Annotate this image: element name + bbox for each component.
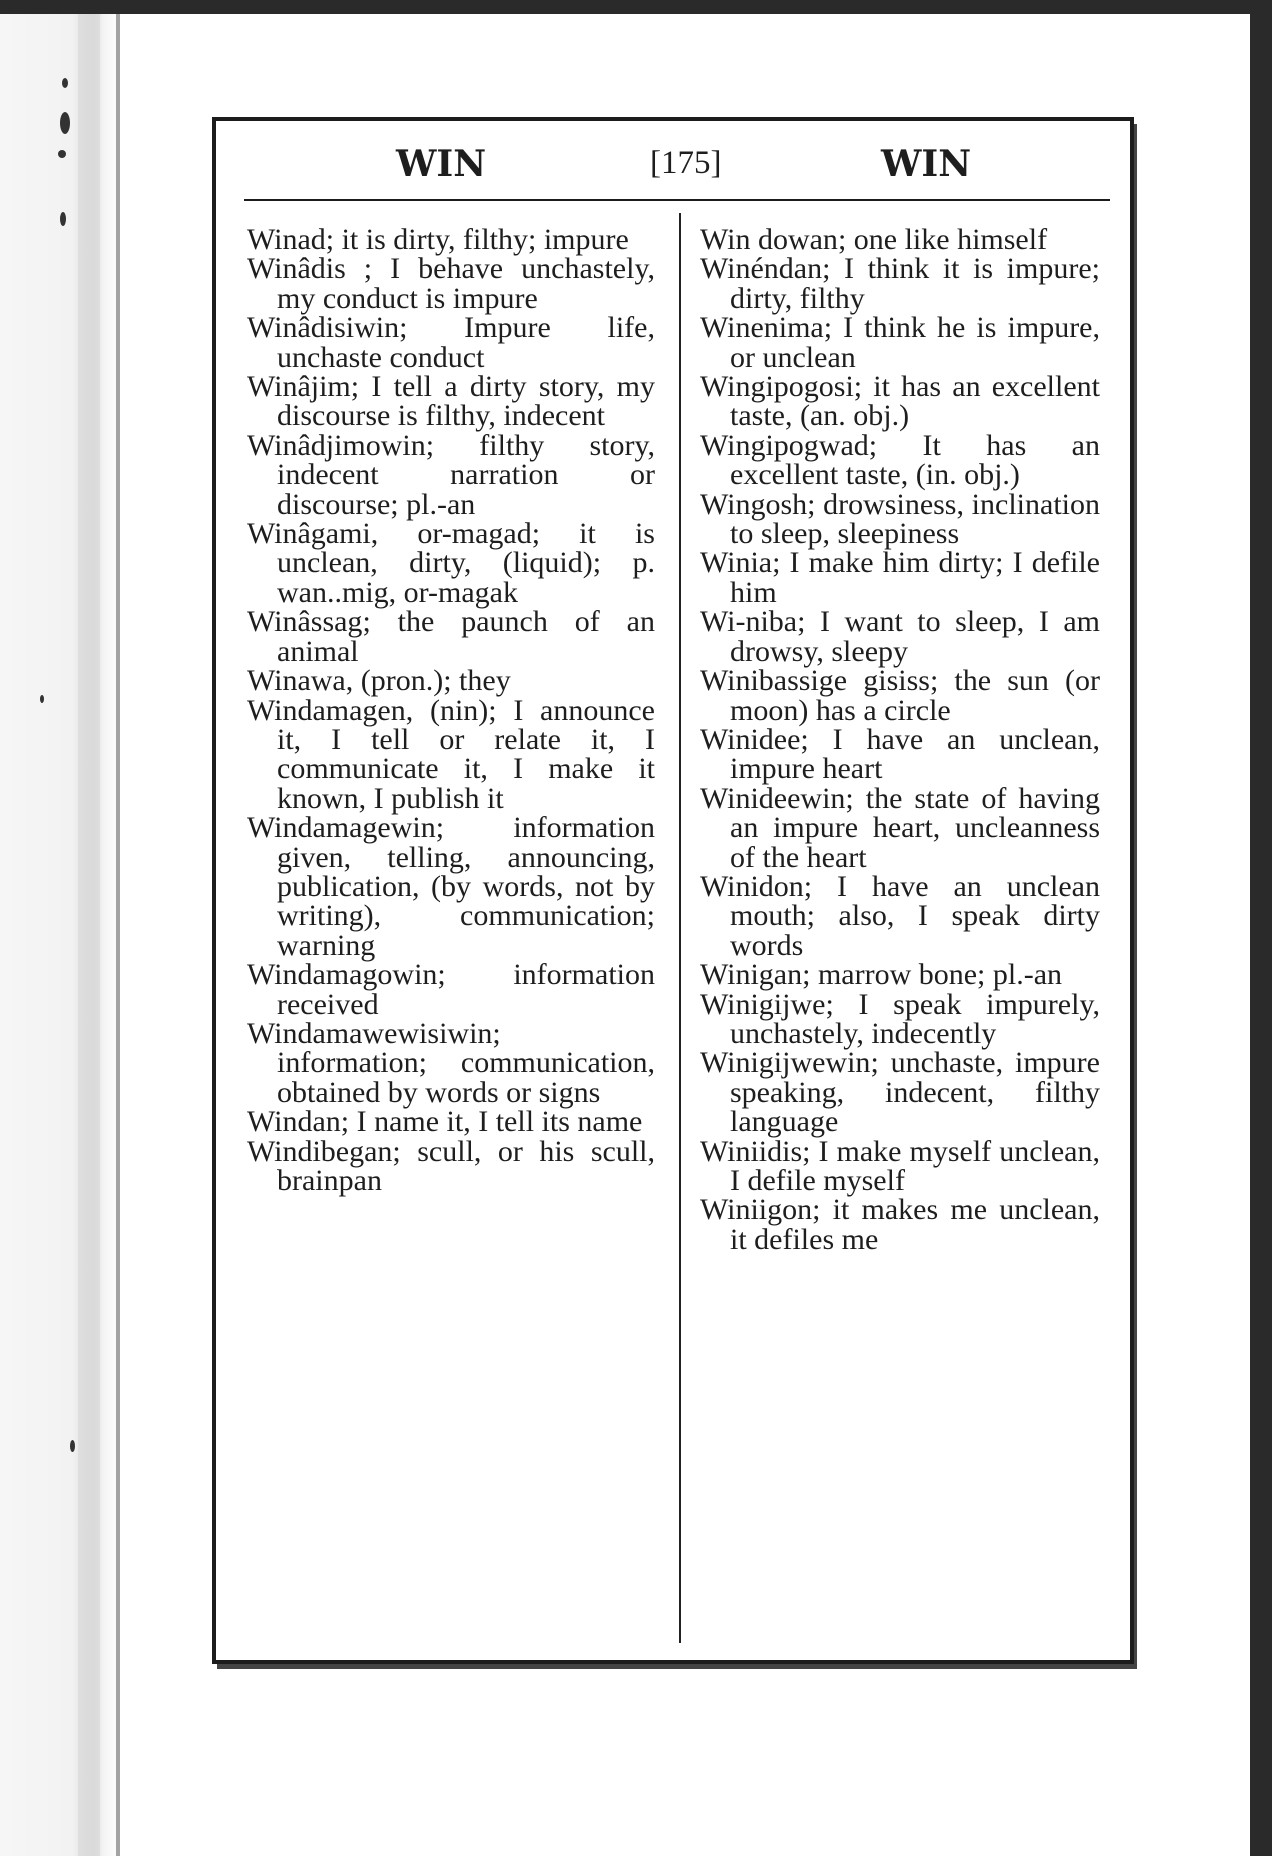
- dictionary-entry: [247, 607, 655, 666]
- entry-headword: Windamagowin: [247, 958, 438, 992]
- entry-headword: Winigijwe: [700, 987, 826, 1021]
- dictionary-entry: [700, 958, 1100, 992]
- column-divider: [679, 213, 681, 1643]
- binding-edge: [116, 14, 120, 1856]
- dictionary-entry: [247, 664, 655, 698]
- entry-definition: ; I think it is impure; dirty, filthy: [730, 252, 1100, 315]
- dictionary-entry: [247, 1134, 655, 1197]
- dictionary-entry: [247, 372, 655, 431]
- entry-headword: Winéndan: [700, 252, 823, 286]
- right-column: [700, 225, 1100, 1254]
- binding-shadow: [78, 14, 100, 1856]
- dictionary-entry: [700, 1046, 1100, 1139]
- dictionary-entry: [247, 1016, 655, 1109]
- scan-right-border: [1250, 0, 1272, 1856]
- page-frame: [212, 117, 1134, 1664]
- entry-definition: ; I think he is impure, or unclean: [730, 311, 1100, 374]
- page-number: [175]: [650, 145, 722, 181]
- dictionary-entry: [247, 313, 655, 372]
- entry-headword: Winâjim: [247, 370, 351, 404]
- dictionary-entry: [700, 869, 1100, 962]
- dictionary-entry: [247, 519, 655, 607]
- page-gutter: [0, 14, 120, 1856]
- entry-definition: ; marrow bone; pl.-an: [802, 958, 1063, 992]
- entry-definition: ; the sun (or moon) has a circle: [730, 664, 1100, 727]
- dictionary-entry: [700, 225, 1100, 254]
- entry-headword: Wi-niba: [700, 605, 798, 639]
- entry-headword: Wingipogosi: [700, 370, 854, 404]
- scan-speck: [60, 212, 66, 226]
- scan-speck: [60, 112, 70, 134]
- entry-headword: Winâgami: [247, 517, 371, 551]
- entry-headword: Windamagewin: [247, 811, 436, 845]
- entry-definition: ; unchaste, impure speaking, indecent, filthy language: [730, 1046, 1100, 1139]
- entry-headword: Winâssag: [247, 605, 363, 639]
- entry-definition: ; I make him dirty; I defile him: [730, 546, 1100, 609]
- entry-headword: Winidon: [700, 869, 804, 903]
- dictionary-entry: [247, 254, 655, 313]
- dictionary-entry: [700, 1134, 1100, 1197]
- left-column: [247, 225, 655, 1195]
- dictionary-entry: [700, 372, 1100, 431]
- entry-definition: ; I tell a dirty story, my discourse is filthy, indecent: [277, 370, 655, 433]
- entry-headword: Winâdis: [247, 252, 346, 286]
- dictionary-entry: [247, 813, 655, 960]
- entry-definition: ; I have an unclean, impure heart: [730, 722, 1100, 786]
- dictionary-entry: [247, 225, 655, 254]
- entry-headword: Win dowan: [700, 223, 838, 256]
- entry-headword: Winidee: [700, 722, 801, 756]
- entry-definition: , or-magad; it is unclean, dirty, (liquid); p. wan..mig, or-magak: [277, 517, 655, 609]
- entry-definition: ; it has an excellent taste, (an. obj.): [730, 370, 1100, 433]
- entry-headword: Winiidis: [700, 1134, 803, 1168]
- scan-speck: [70, 1440, 75, 1452]
- dictionary-entry: [700, 987, 1100, 1050]
- entry-definition: ; it is dirty, filthy; impure: [325, 223, 629, 256]
- dictionary-entry: [700, 1195, 1100, 1254]
- entry-definition: , (pron.); they: [345, 664, 511, 698]
- entry-headword: Winia: [700, 546, 773, 580]
- entry-definition: ; information; communication, obtained by words or signs: [277, 1016, 655, 1109]
- scan-speck: [62, 78, 68, 88]
- entry-definition: ; information received: [277, 958, 655, 1021]
- entry-definition: ; Impure life, unchaste conduct: [277, 311, 655, 374]
- scan-top-border: [0, 0, 1272, 14]
- dictionary-entry: [247, 960, 655, 1019]
- entry-definition: ; information given, telling, announcing, publication, (by words, not by writing), communication; warning: [277, 811, 655, 962]
- dictionary-entry: [700, 781, 1100, 874]
- entry-headword: Winâdjimowin: [247, 428, 426, 462]
- scan-speck: [58, 150, 66, 158]
- entry-definition: ; the paunch of an animal: [277, 605, 655, 668]
- entry-headword: Winideewin: [700, 781, 846, 815]
- header-rule: [244, 199, 1110, 201]
- entry-headword: Winigijwewin: [700, 1046, 871, 1080]
- dictionary-entry: [700, 313, 1100, 372]
- dictionary-entry: [247, 693, 655, 815]
- dictionary-entry: [700, 487, 1100, 551]
- entry-headword: Winâdisiwin: [247, 311, 400, 345]
- entry-definition: ; I name it, I tell its name: [340, 1105, 643, 1139]
- entry-headword: Winiigon: [700, 1193, 813, 1227]
- dictionary-entry: [700, 548, 1100, 607]
- scan-speck: [40, 695, 44, 703]
- entry-definition: ; one like himself: [837, 223, 1048, 256]
- entry-definition: , (nin); I announce it, I tell or relate it, I communicate it, I make it known, I publish it: [277, 693, 655, 815]
- header-guide-word-right: WIN: [881, 143, 972, 185]
- entry-definition: ; I have an unclean mouth; also, I speak dirty words: [730, 869, 1100, 962]
- entry-definition: ; the state of having an impure heart, uncleanness of the heart: [730, 781, 1100, 874]
- header-guide-word-left: WIN: [396, 143, 487, 185]
- dictionary-entry: [247, 428, 655, 521]
- entry-headword: Winibassige gisiss: [700, 664, 930, 698]
- dictionary-entry: [700, 428, 1100, 492]
- entry-headword: Windamagen: [247, 693, 406, 727]
- entry-headword: Wingipogwad: [700, 428, 869, 462]
- entry-definition: ; filthy story, indecent narration or discourse; pl.-an: [277, 428, 655, 521]
- entry-definition: ; It has an excellent taste, (in. obj.): [730, 428, 1100, 492]
- entry-headword: Winenima: [700, 311, 824, 345]
- entry-definition: ; I speak impurely, unchastely, indecently: [730, 987, 1100, 1050]
- entry-headword: Winad: [247, 223, 326, 256]
- dictionary-entry: [700, 254, 1100, 313]
- dictionary-entry: [700, 722, 1100, 786]
- entry-definition: ; I make myself unclean, I defile myself: [730, 1134, 1100, 1197]
- entry-definition: ; I behave unchastely, my conduct is impure: [277, 252, 655, 315]
- running-header: [216, 143, 1130, 203]
- entry-headword: Windibegan: [247, 1134, 393, 1168]
- dictionary-entry: [700, 607, 1100, 666]
- entry-definition: ; I want to sleep, I am drowsy, sleepy: [730, 605, 1100, 668]
- entry-definition: ; it makes me unclean, it defiles me: [730, 1193, 1100, 1256]
- dictionary-entry: [700, 666, 1100, 725]
- dictionary-entry: [247, 1105, 655, 1139]
- entry-definition: ; drowsiness, inclination to sleep, sleepiness: [730, 487, 1100, 551]
- entry-headword: Windamawewisiwin: [247, 1016, 493, 1050]
- entry-headword: Winawa: [247, 664, 346, 698]
- entry-headword: Wingosh: [700, 487, 808, 521]
- entry-definition: ; scull, or his scull, brainpan: [277, 1134, 655, 1197]
- entry-headword: Winigan: [700, 958, 803, 992]
- entry-headword: Windan: [247, 1105, 341, 1139]
